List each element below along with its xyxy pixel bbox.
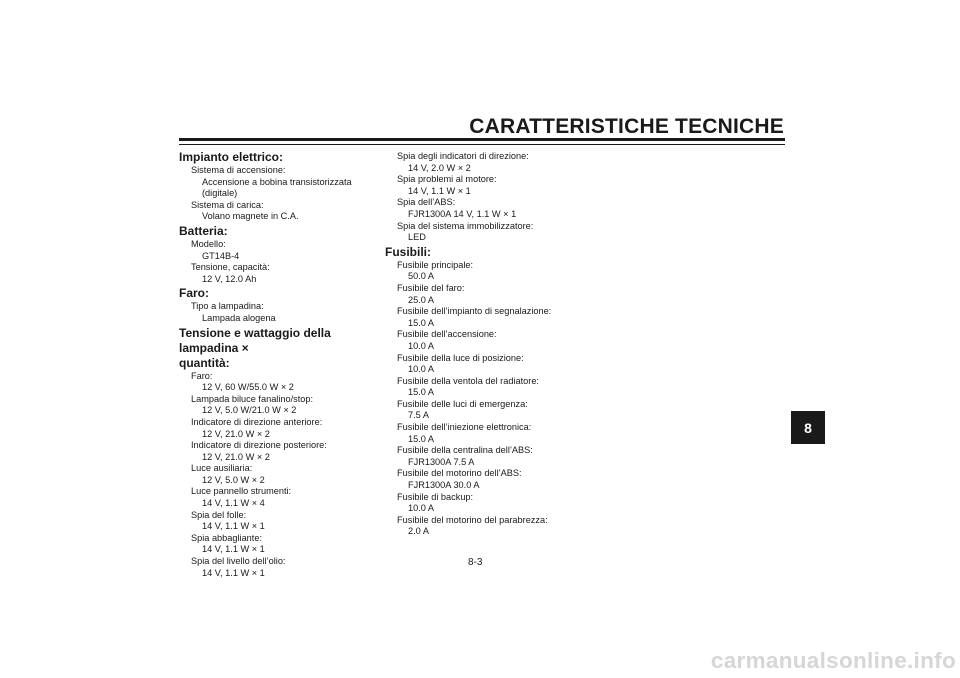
spec-label: Spia problemi al motore:: [397, 174, 497, 185]
section-heading: Faro:: [179, 286, 209, 301]
fuse-label: Fusibile del faro:: [397, 282, 465, 293]
fuse-value: 15.0 A: [408, 387, 435, 398]
spec-label: Indicatore di direzione posteriore:: [191, 440, 327, 451]
fuse-label: Fusibile di backup:: [397, 491, 474, 502]
section-heading: Batteria:: [179, 223, 228, 238]
spec-label: Sistema di carica:: [191, 199, 264, 210]
fuse-value: 2.0 A: [408, 526, 429, 537]
chapter-tab-label: 8: [804, 419, 812, 436]
section-heading: Tensione e wattaggio della lampadina ×: [179, 325, 331, 355]
spec-label: Tensione, capacità:: [191, 262, 270, 273]
left-column: [179, 150, 389, 579]
fuse-value: 10.0 A: [408, 340, 435, 351]
header-rule-thin: [179, 144, 785, 145]
section-heading: Fusibili:: [385, 244, 431, 259]
section-headlight: [179, 286, 389, 324]
fuse-label: Fusibile del motorino del parabrezza:: [397, 514, 548, 525]
spec-value: 12 V, 21.0 W × 2: [202, 428, 270, 439]
spec-value: 14 V, 1.1 W × 1: [408, 185, 471, 196]
spec-value: 12 V, 12.0 Ah: [202, 273, 257, 284]
spec-value: Lampada alogena: [202, 312, 276, 323]
spec-value: Volano magnete in C.A.: [202, 211, 299, 222]
section-fuses: [385, 245, 595, 538]
section-heading-continued: quantità:: [179, 355, 230, 370]
spec-value: 12 V, 21.0 W × 2: [202, 451, 270, 462]
spec-label: Indicatore di direzione anteriore:: [191, 416, 323, 427]
fuse-label: Fusibile dell’impianto di segnalazione:: [397, 306, 552, 317]
spec-value: GT14B-4: [202, 250, 240, 261]
spec-label: Spia degli indicatori di direzione:: [397, 151, 529, 161]
spec-label: Sistema di accensione:: [191, 165, 286, 175]
page-number: 8-3: [468, 557, 483, 568]
section-battery: [179, 224, 389, 285]
spec-value: 12 V, 5.0 W × 2: [202, 474, 265, 485]
spec-label: Spia del sistema immobilizzatore:: [397, 220, 534, 231]
chapter-tab[interactable]: [791, 411, 825, 444]
fuse-value: FJR1300A 7.5 A: [408, 456, 475, 467]
spec-value: FJR1300A 14 V, 1.1 W × 1: [408, 208, 517, 219]
spec-value: 12 V, 5.0 W/21.0 W × 2: [202, 405, 297, 416]
spec-value: LED: [408, 232, 426, 243]
spec-label: Tipo a lampadina:: [191, 301, 264, 312]
spec-label: Lampada biluce fanalino/stop:: [191, 393, 314, 404]
section-heading: Impianto elettrico:: [179, 150, 284, 164]
right-column: [385, 151, 595, 538]
fuse-label: Fusibile dell’accensione:: [397, 329, 497, 340]
spec-label: Spia del livello dell’olio:: [191, 556, 286, 567]
spec-value: 14 V, 1.1 W × 4: [202, 498, 265, 509]
section-electrical: [179, 150, 389, 223]
fuse-value: 10.0 A: [408, 503, 435, 514]
spec-value: 14 V, 2.0 W × 2: [408, 162, 471, 173]
spec-label: Luce pannello strumenti:: [191, 486, 292, 497]
fuse-value: FJR1300A 30.0 A: [408, 480, 480, 491]
fuse-value: 25.0 A: [408, 294, 435, 305]
header-rule-thick: [179, 138, 785, 141]
spec-label: Modello:: [191, 238, 226, 249]
section-bulb-wattage: [179, 326, 389, 580]
spec-value: (digitale): [202, 188, 238, 199]
spec-label: Spia dell’ABS:: [397, 197, 456, 208]
spec-label: Faro:: [191, 370, 213, 381]
fuse-label: Fusibile del motorino dell’ABS:: [397, 468, 522, 479]
fuse-label: Fusibile della centralina dell’ABS:: [397, 445, 533, 456]
spec-value: 14 V, 1.1 W × 1: [202, 567, 265, 578]
spec-label: Spia del folle:: [191, 509, 247, 520]
fuse-value: 50.0 A: [408, 271, 435, 282]
fuse-value: 10.0 A: [408, 364, 435, 375]
fuse-label: Fusibile della luce di posizione:: [397, 352, 524, 363]
fuse-value: 7.5 A: [408, 410, 429, 421]
page-title: CARATTERISTICHE TECNICHE: [469, 115, 784, 138]
watermark: carmanualsonline.info: [710, 648, 956, 673]
spec-label: Spia abbagliante:: [191, 532, 263, 543]
fuse-value: 15.0 A: [408, 317, 435, 328]
fuse-value: 15.0 A: [408, 433, 435, 444]
fuse-label: Fusibile della ventola del radiatore:: [397, 375, 539, 386]
spec-value: 14 V, 1.1 W × 1: [202, 521, 265, 532]
spec-label: Luce ausiliaria:: [191, 463, 253, 474]
spec-value: 12 V, 60 W/55.0 W × 2: [202, 382, 294, 393]
fuse-label: Fusibile dell’iniezione elettronica:: [397, 422, 532, 433]
fuse-label: Fusibile delle luci di emergenza:: [397, 398, 528, 409]
fuse-label: Fusibile principale:: [397, 259, 474, 270]
spec-value: 14 V, 1.1 W × 1: [202, 544, 265, 555]
spec-value: Accensione a bobina transistorizzata: [202, 176, 352, 187]
section-indicator-lights: [385, 151, 595, 244]
